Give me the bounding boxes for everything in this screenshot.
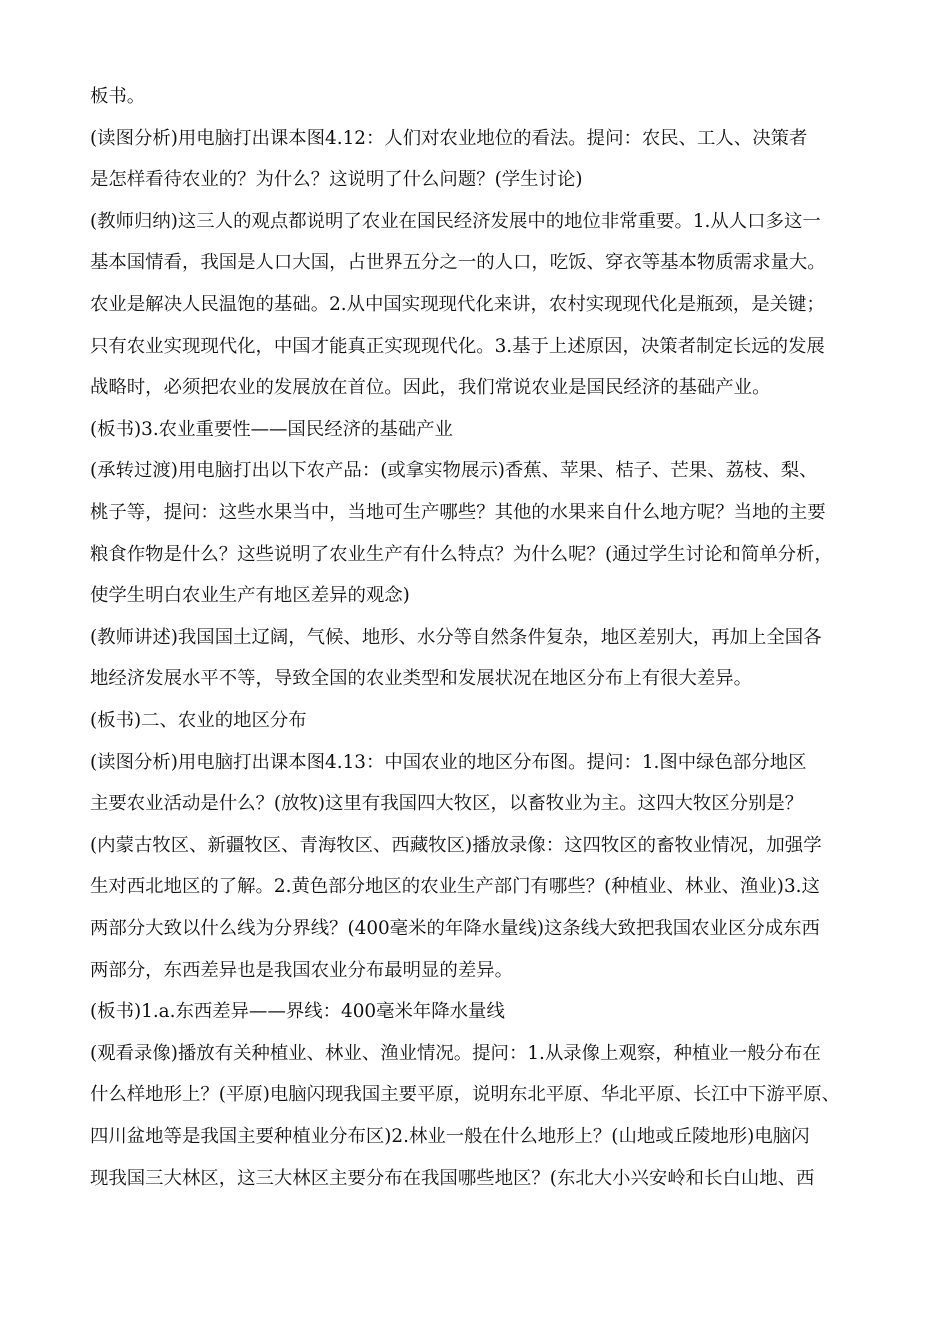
text-line: 板书。 [90, 86, 146, 107]
text-line: 主要农业活动是什么？(放牧)这里有我国四大牧区，以畜牧业为主。这四大牧区分别是？ [90, 793, 804, 815]
text-line: 农业是解决人民温饱的基础。2.从中国实现现代化来讲，农村实现现代化是瓶颈，是关键； [90, 294, 825, 315]
text-line: 只有农业实现现代化，中国才能真正实现现代化。3.基于上述原因，决策者制定长远的发展 [90, 335, 825, 357]
text-line: (读图分析)用电脑打出课本图4.12：人们对农业地位的看法。提问：农民、工人、决策者 [90, 127, 808, 149]
text-line: 地经济发展水平不等，导致全国的农业类型和发展状况在地区分布上有很大差异。 [90, 668, 753, 690]
text-line: 战略时，必须把农业的发展放在首位。因此，我们常说农业是国民经济的基础产业。 [90, 377, 771, 399]
text-line: (读图分析)用电脑打出课本图4.13：中国农业的地区分布图。提问：1.图中绿色部分地区 [90, 751, 807, 773]
text-line: 两部分大致以什么线为分界线？(400毫米的年降水量线)这条线大致把我国农业区分成东西 [90, 918, 820, 939]
text-line: (教师讲述)我国国土辽阔，气候、地形、水分等自然条件复杂，地区差别大，再加上全国各 [90, 626, 822, 648]
text-line: (板书)3.农业重要性——国民经济的基础产业 [90, 418, 453, 440]
text-line: 什么样地形上？(平原)电脑闪现我国主要平原，说明东北平原、华北平原、长江中下游平原、 [90, 1084, 840, 1106]
text-line: 桃子等，提问：这些水果当中，当地可生产哪些？其他的水果来自什么地方呢？当地的主要 [90, 502, 826, 523]
text-line: (板书)1.a.东西差异——界线：400毫米年降水量线 [90, 1001, 505, 1023]
text-line: (内蒙古牧区、新疆牧区、青海牧区、西藏牧区)播放录像：这四牧区的畜牧业情况，加强学 [90, 834, 822, 856]
text-line: (板书)二、农业的地区分布 [90, 710, 307, 731]
text-line: 现我国三大林区，这三大林区主要分布在我国哪些地区？(东北大小兴安岭和长白山地、西 [90, 1167, 815, 1189]
text-line: 粮食作物是什么？这些说明了农业生产有什么特点？为什么呢？(通过学生讨论和简单分析， [90, 543, 833, 565]
text-line: (观看录像)播放有关种植业、林业、渔业情况。提问：1.从录像上观察，种植业一般分布在 [90, 1042, 821, 1064]
text-line: 基本国情看，我国是人口大国，占世界五分之一的人口，吃饭、穿衣等基本物质需求量大。 [90, 252, 826, 274]
text-line: 是怎样看待农业的？为什么？这说明了什么问题？(学生讨论) [90, 169, 583, 191]
text-line: 生对西北地区的了解。2.黄色部分地区的农业生产部门有哪些？(种植业、林业、渔业)3.这 [90, 876, 820, 898]
text-line: 两部分，东西差异也是我国农业分布最明显的差异。 [90, 959, 513, 981]
text-line: 四川盆地等是我国主要种植业分布区)2.林业一般在什么地形上？(山地或丘陵地形)电脑闪 [90, 1126, 810, 1147]
text-line: (教师归纳)这三人的观点都说明了农业在国民经济发展中的地位非常重要。1.从人口多这一 [90, 210, 821, 232]
text-line: 使学生明白农业生产有地区差异的观念) [90, 585, 410, 607]
text-line: (承转过渡)用电脑打出以下农产品：(或拿实物展示)香蕉、苹果、桔子、芒果、荔枝、梨、 [90, 460, 818, 482]
